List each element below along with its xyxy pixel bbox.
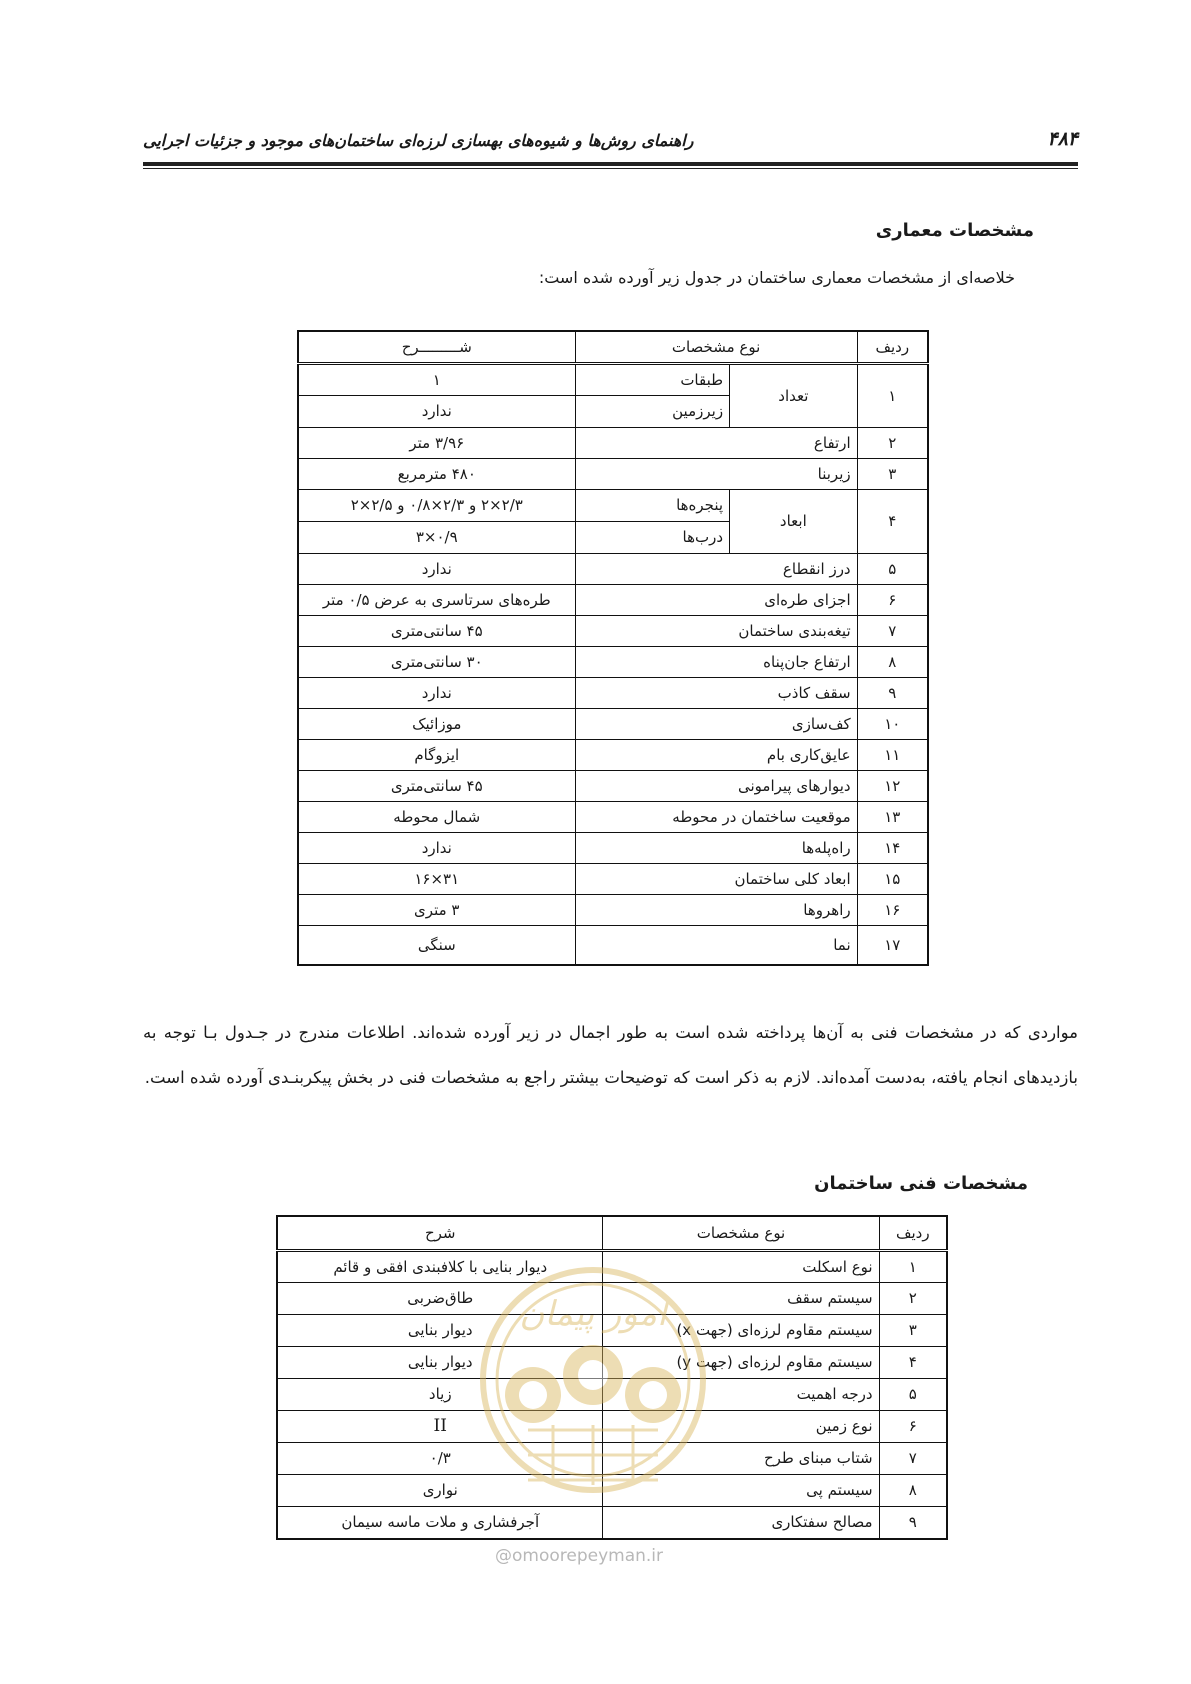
spec-type: سیستم پی xyxy=(603,1474,879,1506)
watermark-logo-text: امور پیمان xyxy=(519,1294,667,1334)
spec-value: ۳۱×۱۶ xyxy=(298,863,575,894)
spec-value: ندارد xyxy=(298,677,575,708)
spec-value: ۴۵ سانتی‌متری xyxy=(298,770,575,801)
row-number: ۱۳ xyxy=(857,801,928,832)
spec-type: موقعیت ساختمان در محوطه xyxy=(575,801,857,832)
spec-type: سیستم سقف xyxy=(603,1282,879,1314)
spec-type: عایق‌کاری بام xyxy=(575,739,857,770)
row-number: ۴ xyxy=(879,1346,947,1378)
spec-type: درجه اهمیت xyxy=(603,1378,879,1410)
header-rule-thin xyxy=(143,168,1078,169)
spec-group: ابعاد xyxy=(730,489,858,553)
spec-type: سیستم مقاوم لرزه‌ای (جهت y) xyxy=(603,1346,879,1378)
header-row-number: ردیف xyxy=(879,1216,947,1250)
spec-value: ۴۸۰ مترمربع xyxy=(298,458,575,489)
spec-subtype: درب‌ها xyxy=(575,521,730,553)
row-number: ۲ xyxy=(879,1282,947,1314)
spec-value: ۳/۹۶ متر xyxy=(298,427,575,458)
spec-value: ۰/۹×۳ xyxy=(298,521,575,553)
row-number: ۱۲ xyxy=(857,770,928,801)
spec-value: طره‌های سرتاسری به عرض ۰/۵ متر xyxy=(298,584,575,615)
spec-type: سیستم مقاوم لرزه‌ای (جهت x) xyxy=(603,1314,879,1346)
spec-type: سقف کاذب xyxy=(575,677,857,708)
spec-subtype: طبقات xyxy=(575,363,730,395)
row-number: ۵ xyxy=(857,553,928,584)
spec-type: راه‌پله‌ها xyxy=(575,832,857,863)
header-description: شـــــــــرح xyxy=(298,331,575,363)
spec-value: ۲/۳×۲ و ۲/۳×۰/۸ و ۲/۵×۲ xyxy=(298,489,575,521)
spec-value: ۰/۳ xyxy=(277,1442,603,1474)
page-header xyxy=(143,128,1078,158)
header-spec-type: نوع مشخصات xyxy=(575,331,857,363)
page-number: ۴۸۴ xyxy=(1047,128,1078,150)
spec-type: تیغه‌بندی ساختمان xyxy=(575,615,857,646)
header-rule xyxy=(143,162,1078,166)
header-spec-type: نوع مشخصات xyxy=(603,1216,879,1250)
spec-value: ندارد xyxy=(298,832,575,863)
row-number: ۳ xyxy=(857,458,928,489)
spec-value: شمال محوطه xyxy=(298,801,575,832)
spec-type: درز انقطاع xyxy=(575,553,857,584)
row-number: ۷ xyxy=(857,615,928,646)
spec-type: ارتفاع جان‌پناه xyxy=(575,646,857,677)
spec-value: ندارد xyxy=(298,553,575,584)
spec-value: ایزوگام xyxy=(298,739,575,770)
row-number: ۱۰ xyxy=(857,708,928,739)
watermark-logo-icon xyxy=(473,1230,713,1520)
spec-value: دیوار بنایی xyxy=(277,1314,603,1346)
row-number: ۱۴ xyxy=(857,832,928,863)
spec-value: ندارد xyxy=(298,395,575,427)
running-title: راهنمای روش‌ها و شیوه‌های بهسازی لرزه‌ای ساختمان‌های موجود و جزئیات اجرایی xyxy=(143,131,694,150)
row-number: ۵ xyxy=(879,1378,947,1410)
spec-value: آجرفشاری و ملات ماسه سیمان xyxy=(277,1506,603,1539)
spec-type: مصالح سفتکاری xyxy=(603,1506,879,1539)
spec-type: دیوارهای پیرامونی xyxy=(575,770,857,801)
spec-value: طاق‌ضربی xyxy=(277,1282,603,1314)
row-number: ۱۷ xyxy=(857,925,928,965)
spec-type: زیربنا xyxy=(575,458,857,489)
row-number: ۱۶ xyxy=(857,894,928,925)
spec-type: نما xyxy=(575,925,857,965)
spec-value: ۴۵ سانتی‌متری xyxy=(298,615,575,646)
spec-type: اجزای طره‌ای xyxy=(575,584,857,615)
spec-value: ۳ متری xyxy=(298,894,575,925)
row-number: ۲ xyxy=(857,427,928,458)
row-number: ۴ xyxy=(857,489,928,553)
spec-type: ارتفاع xyxy=(575,427,857,458)
spec-value: II xyxy=(277,1410,603,1442)
spec-type: راهروها xyxy=(575,894,857,925)
row-number: ۸ xyxy=(857,646,928,677)
row-number: ۱ xyxy=(879,1250,947,1282)
row-number: ۸ xyxy=(879,1474,947,1506)
section-heading-technical: مشخصات فنی ساختمان xyxy=(814,1173,1028,1194)
row-number: ۱ xyxy=(857,363,928,427)
spec-value: موزائیک xyxy=(298,708,575,739)
header-description: شرح xyxy=(277,1216,603,1250)
architectural-specs-table xyxy=(297,330,929,966)
section-heading-architectural: مشخصات معماری xyxy=(875,220,1034,241)
row-number: ۶ xyxy=(879,1410,947,1442)
row-number: ۹ xyxy=(879,1506,947,1539)
row-number: ۱۵ xyxy=(857,863,928,894)
spec-value: ۱ xyxy=(298,363,575,395)
row-number: ۶ xyxy=(857,584,928,615)
spec-subtype: پنجره‌ها xyxy=(575,489,730,521)
row-number: ۳ xyxy=(879,1314,947,1346)
spec-value: دیوار بنایی با کلافبندی افقی و قائم xyxy=(277,1250,603,1282)
spec-type: ابعاد کلی ساختمان xyxy=(575,863,857,894)
spec-type: نوع اسکلت xyxy=(603,1250,879,1282)
watermark-site: @omoorepeyman.ir xyxy=(495,1546,664,1566)
spec-value: سنگی xyxy=(298,925,575,965)
intro-text: خلاصه‌ای از مشخصات معماری ساختمان در جدول زیر آورده شده است: xyxy=(538,268,1015,287)
spec-value: نواری xyxy=(277,1474,603,1506)
header-row-number: ردیف xyxy=(857,331,928,363)
row-number: ۱۱ xyxy=(857,739,928,770)
spec-subtype: زیرزمین xyxy=(575,395,730,427)
row-number: ۷ xyxy=(879,1442,947,1474)
spec-value: زیاد xyxy=(277,1378,603,1410)
spec-type: نوع زمین xyxy=(603,1410,879,1442)
spec-type: کف‌سازی xyxy=(575,708,857,739)
row-number: ۹ xyxy=(857,677,928,708)
spec-value: دیوار بنایی xyxy=(277,1346,603,1378)
spec-group: تعداد xyxy=(730,363,858,427)
spec-value: ۳۰ سانتی‌متری xyxy=(298,646,575,677)
body-paragraph: مواردی که در مشخصات فنی به آن‌ها پرداخته شده است به طور اجمال در زیر آورده شده‌اند. اطلاعات مندرج در جـدول بـا توجه به بازدیدهای انجام یافته، به‌دست آمده‌اند. لازم به ذکر است که توضیحات بیشتر راجع به مشخصات فنی در بخش پیکربنـدی آورده شده است. xyxy=(143,1023,1078,1087)
spec-type: شتاب مبنای طرح xyxy=(603,1442,879,1474)
